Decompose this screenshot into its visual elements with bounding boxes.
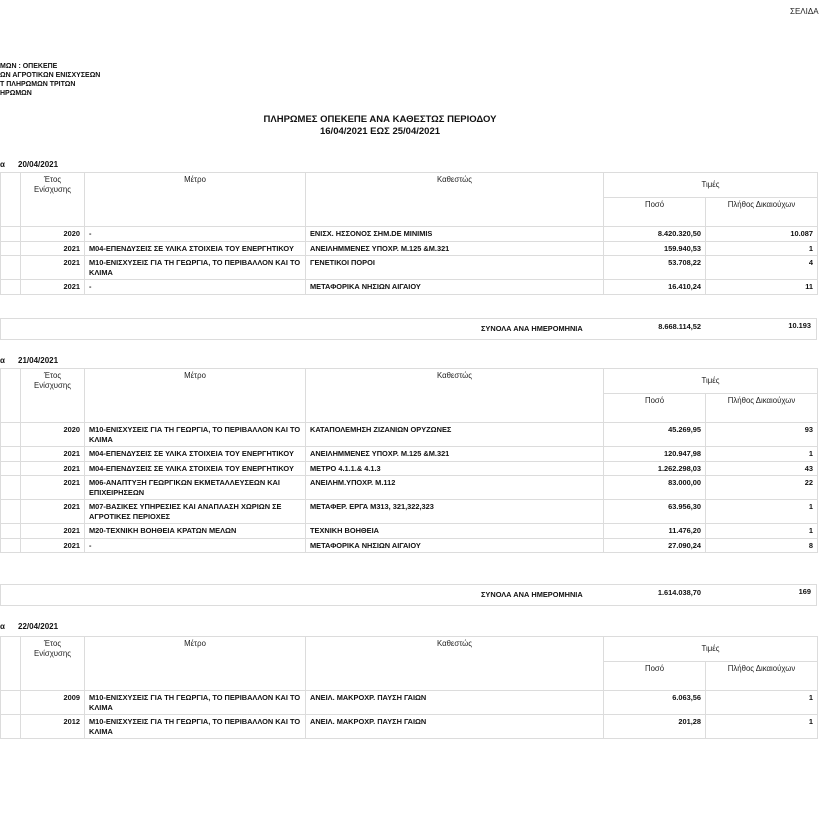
cell-year: 2021 (21, 500, 85, 524)
header-beneficiaries: Πλήθος Δικαιούχων (706, 662, 818, 691)
row-blank (1, 500, 21, 524)
table-row (1, 715, 818, 739)
cell-beneficiaries: 11 (706, 280, 818, 295)
cell-beneficiaries: 1 (706, 691, 818, 715)
table-row (1, 461, 818, 476)
cell-regime: ΕΝΙΣΧ. ΗΣΣΟΝΟΣ ΣΗΜ.DE MINIMIS (306, 227, 604, 242)
row-blank (1, 524, 21, 539)
cell-year: 2021 (21, 461, 85, 476)
cell-measure: Μ04-ΕΠΕΝΔΥΣΕΙΣ ΣΕ ΥΛΙΚΑ ΣΤΟΙΧΕΙΑ ΤΟΥ ΕΝΕΡΓΗΤΙΚΟΥ (85, 447, 306, 462)
cell-year: 2021 (21, 524, 85, 539)
totals-label: ΣΥΝΟΛΑ ΑΝΑ ΗΜΕΡΟΜΗΝΙΑ (481, 590, 583, 599)
header-beneficiaries: Πλήθος Δικαιούχων (706, 394, 818, 423)
row-blank (1, 461, 21, 476)
section-date-value: 22/04/2021 (18, 622, 59, 631)
cell-beneficiaries: 22 (706, 476, 818, 500)
cell-regime: ΑΝΕΙΛ. ΜΑΚΡΟΧΡ. ΠΑΥΣΗ ΓΑΙΩΝ (306, 715, 604, 739)
cell-regime: ΤΕΧΝΙΚΗ ΒΟΗΘΕΙΑ (306, 524, 604, 539)
header-year: Έτος Ενίσχυσης (21, 173, 85, 227)
cell-regime: ΑΝΕΙΛΗΜΜΕΝΕΣ ΥΠΟΧΡ. Μ.125 &Μ.321 (306, 447, 604, 462)
row-blank (1, 538, 21, 553)
cell-year: 2020 (21, 227, 85, 242)
cell-year: 2021 (21, 476, 85, 500)
section-date (0, 356, 58, 365)
payments-table (0, 172, 818, 295)
cell-amount: 6.063,56 (604, 691, 706, 715)
cell-beneficiaries: 93 (706, 423, 818, 447)
header-values: Τιμές (604, 637, 818, 662)
cell-beneficiaries: 8 (706, 538, 818, 553)
header-beneficiaries: Πλήθος Δικαιούχων (706, 198, 818, 227)
cell-year: 2021 (21, 447, 85, 462)
cell-regime: ΜΕΤΑΦΕΡ. ΕΡΓΑ Μ313, 321,322,323 (306, 500, 604, 524)
header-values: Τιμές (604, 369, 818, 394)
cell-regime: ΜΕΤΑΦΟΡΙΚΑ ΝΗΣΙΩΝ ΑΙΓΑΙΟΥ (306, 280, 604, 295)
header-measure: Μέτρο (85, 637, 306, 691)
org-line: ΗΡΩΜΩΝ (0, 90, 32, 97)
cell-year: 2021 (21, 256, 85, 280)
cell-beneficiaries: 4 (706, 256, 818, 280)
totals-label: ΣΥΝΟΛΑ ΑΝΑ ΗΜΕΡΟΜΗΝΙΑ (481, 324, 583, 333)
page-label: ΣΕΛΙΔΑ (790, 7, 819, 16)
cell-beneficiaries: 1 (706, 715, 818, 739)
table-row (1, 241, 818, 256)
cell-regime: ΜΕΤΡΟ 4.1.1.& 4.1.3 (306, 461, 604, 476)
date-prefix: α (0, 622, 5, 631)
header-blank (1, 637, 21, 691)
cell-regime: ΑΝΕΙΛΗΜ.ΥΠΟΧΡ. Μ.112 (306, 476, 604, 500)
row-blank (1, 241, 21, 256)
cell-year: 2021 (21, 241, 85, 256)
row-blank (1, 423, 21, 447)
cell-measure: Μ07-ΒΑΣΙΚΕΣ ΥΠΗΡΕΣΙΕΣ ΚΑΙ ΑΝΑΠΛΑΣΗ ΧΩΡΙΩΝ ΣΕ ΑΓΡΟΤΙΚΕΣ ΠΕΡΙΟΧΕΣ (85, 500, 306, 524)
date-totals-row (0, 318, 817, 340)
row-blank (1, 256, 21, 280)
totals-amount: 8.668.114,52 (658, 322, 701, 331)
date-totals-row (0, 584, 817, 606)
header-amount: Ποσό (604, 394, 706, 423)
cell-amount: 201,28 (604, 715, 706, 739)
report-title: ΠΛΗΡΩΜΕΣ ΟΠΕΚΕΠΕ ΑΝΑ ΚΑΘΕΣΤΩΣ ΠΕΡΙΟΔΟΥ (263, 114, 497, 125)
cell-regime: ΜΕΤΑΦΟΡΙΚΑ ΝΗΣΙΩΝ ΑΙΓΑΙΟΥ (306, 538, 604, 553)
cell-beneficiaries: 43 (706, 461, 818, 476)
cell-amount: 16.410,24 (604, 280, 706, 295)
table-row (1, 538, 818, 553)
org-line: ΜΩΝ : ΟΠΕΚΕΠΕ (0, 63, 58, 70)
cell-amount: 120.947,98 (604, 447, 706, 462)
header-measure: Μέτρο (85, 369, 306, 423)
cell-measure: Μ20-ΤΕΧΝΙΚΗ ΒΟΗΘΕΙΑ ΚΡΑΤΩΝ ΜΕΛΩΝ (85, 524, 306, 539)
org-line: ΩΝ ΑΓΡΟΤΙΚΩΝ ΕΝΙΣΧΥΣΕΩΝ (0, 72, 101, 79)
totals-count: 169 (798, 587, 811, 596)
row-blank (1, 715, 21, 739)
header-amount: Ποσό (604, 662, 706, 691)
cell-amount: 8.420.320,50 (604, 227, 706, 242)
cell-regime: ΑΝΕΙΛΗΜΜΕΝΕΣ ΥΠΟΧΡ. Μ.125 &Μ.321 (306, 241, 604, 256)
cell-year: 2012 (21, 715, 85, 739)
cell-amount: 83.000,00 (604, 476, 706, 500)
cell-measure: Μ10-ΕΝΙΣΧΥΣΕΙΣ ΓΙΑ ΤΗ ΓΕΩΡΓΙΑ, ΤΟ ΠΕΡΙΒΑΛΛΟΝ ΚΑΙ ΤΟ ΚΛΙΜΑ (85, 715, 306, 739)
cell-regime: ΑΝΕΙΛ. ΜΑΚΡΟΧΡ. ΠΑΥΣΗ ΓΑΙΩΝ (306, 691, 604, 715)
payments-table (0, 368, 818, 553)
table-row (1, 447, 818, 462)
cell-amount: 1.262.298,03 (604, 461, 706, 476)
cell-measure: Μ04-ΕΠΕΝΔΥΣΕΙΣ ΣΕ ΥΛΙΚΑ ΣΤΟΙΧΕΙΑ ΤΟΥ ΕΝΕΡΓΗΤΙΚΟΥ (85, 461, 306, 476)
cell-measure: Μ10-ΕΝΙΣΧΥΣΕΙΣ ΓΙΑ ΤΗ ΓΕΩΡΓΙΑ, ΤΟ ΠΕΡΙΒΑΛΛΟΝ ΚΑΙ ΤΟ ΚΛΙΜΑ (85, 423, 306, 447)
cell-amount: 53.708,22 (604, 256, 706, 280)
header-regime: Καθεστώς (306, 637, 604, 691)
header-values: Τιμές (604, 173, 818, 198)
header-year: Έτος Ενίσχυσης (21, 637, 85, 691)
totals-amount: 1.614.038,70 (657, 588, 701, 597)
table-row (1, 256, 818, 280)
date-prefix: α (0, 356, 5, 365)
date-prefix: α (0, 160, 5, 169)
cell-measure: Μ06-ΑΝΑΠΤΥΞΗ ΓΕΩΡΓΙΚΩΝ ΕΚΜΕΤΑΛΛΕΥΣΕΩΝ ΚΑΙ ΕΠΙΧΕΙΡΗΣΕΩΝ (85, 476, 306, 500)
table-row (1, 280, 818, 295)
org-line: Τ ΠΛΗΡΩΜΩΝ ΤΡΙΤΩΝ (0, 81, 76, 88)
row-blank (1, 447, 21, 462)
cell-beneficiaries: 1 (706, 447, 818, 462)
table-row (1, 524, 818, 539)
cell-amount: 159.940,53 (604, 241, 706, 256)
cell-regime: ΓΕΝΕΤΙΚΟΙ ΠΟΡΟΙ (306, 256, 604, 280)
header-blank (1, 173, 21, 227)
table-row (1, 500, 818, 524)
cell-beneficiaries: 10.087 (706, 227, 818, 242)
cell-amount: 63.956,30 (604, 500, 706, 524)
section-date (0, 160, 58, 169)
section-date-value: 21/04/2021 (18, 356, 59, 365)
cell-year: 2021 (21, 280, 85, 295)
cell-measure: Μ04-ΕΠΕΝΔΥΣΕΙΣ ΣΕ ΥΛΙΚΑ ΣΤΟΙΧΕΙΑ ΤΟΥ ΕΝΕΡΓΗΤΙΚΟΥ (85, 241, 306, 256)
header-amount: Ποσό (604, 198, 706, 227)
cell-measure: - (85, 280, 306, 295)
table-row (1, 423, 818, 447)
cell-year: 2009 (21, 691, 85, 715)
cell-measure: Μ10-ΕΝΙΣΧΥΣΕΙΣ ΓΙΑ ΤΗ ΓΕΩΡΓΙΑ, ΤΟ ΠΕΡΙΒΑΛΛΟΝ ΚΑΙ ΤΟ ΚΛΙΜΑ (85, 691, 306, 715)
header-year: Έτος Ενίσχυσης (21, 369, 85, 423)
cell-measure: - (85, 227, 306, 242)
cell-beneficiaries: 1 (706, 241, 818, 256)
table-row (1, 227, 818, 242)
row-blank (1, 691, 21, 715)
cell-amount: 27.090,24 (604, 538, 706, 553)
header-measure: Μέτρο (85, 173, 306, 227)
cell-measure: Μ10-ΕΝΙΣΧΥΣΕΙΣ ΓΙΑ ΤΗ ΓΕΩΡΓΙΑ, ΤΟ ΠΕΡΙΒΑΛΛΟΝ ΚΑΙ ΤΟ ΚΛΙΜΑ (85, 256, 306, 280)
header-blank (1, 369, 21, 423)
report-title-block (180, 114, 580, 138)
row-blank (1, 227, 21, 242)
table-row (1, 691, 818, 715)
organization-header (0, 62, 100, 98)
payments-table (0, 636, 818, 739)
row-blank (1, 476, 21, 500)
cell-measure: - (85, 538, 306, 553)
cell-year: 2021 (21, 538, 85, 553)
cell-amount: 11.476,20 (604, 524, 706, 539)
cell-beneficiaries: 1 (706, 500, 818, 524)
cell-beneficiaries: 1 (706, 524, 818, 539)
totals-count: 10.193 (788, 321, 811, 330)
header-regime: Καθεστώς (306, 173, 604, 227)
section-date-value: 20/04/2021 (18, 160, 59, 169)
section-date (0, 622, 58, 631)
row-blank (1, 280, 21, 295)
cell-amount: 45.269,95 (604, 423, 706, 447)
header-regime: Καθεστώς (306, 369, 604, 423)
table-row (1, 476, 818, 500)
report-period: 16/04/2021 ΕΩΣ 25/04/2021 (319, 126, 441, 137)
cell-regime: ΚΑΤΑΠΟΛΕΜΗΣΗ ΖΙΖΑΝΙΩΝ ΟΡΥΖΩΝΕΣ (306, 423, 604, 447)
cell-year: 2020 (21, 423, 85, 447)
